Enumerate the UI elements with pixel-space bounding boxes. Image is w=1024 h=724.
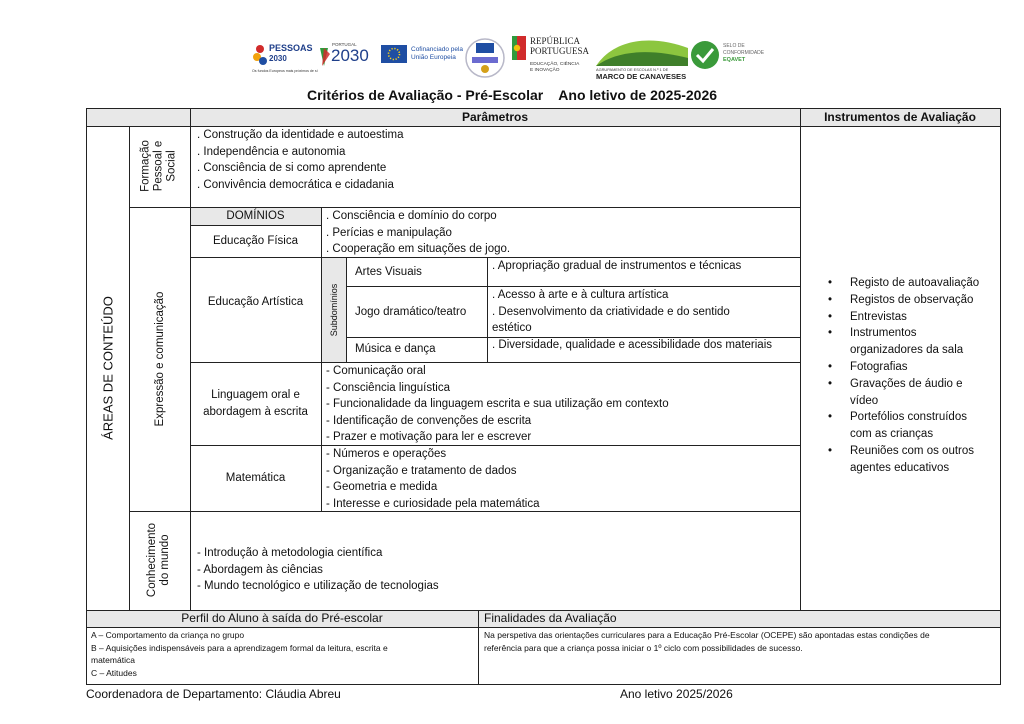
estrategica-seal <box>464 37 506 79</box>
instrumento-item: • Entrevistas <box>826 309 998 326</box>
finalidades-text <box>484 629 930 654</box>
artes-visuais-item: . Apropriação gradual de instrumentos e técnicas <box>492 260 742 272</box>
bullet-icon: • <box>828 377 833 390</box>
conhecimento-label-l2: do mundo <box>159 534 171 586</box>
bullet-icon: • <box>828 310 833 323</box>
formacao-label-l3: Social <box>165 150 178 182</box>
jogo-item: . Desenvolvimento da criatividade e do sentido <box>492 305 730 318</box>
musica-label: Música e dança <box>355 343 436 355</box>
hills-icon <box>596 36 688 66</box>
republica-sub1: EDUCAÇÃO, CIÊNCIA <box>530 62 580 67</box>
ed-fisica-item: . Perícias e manipulação <box>326 226 452 239</box>
pessoas-name: PESSOAS <box>269 43 313 53</box>
ed-fisica-item: . Cooperação em situações de jogo. <box>326 243 511 255</box>
perfil-item: C – Atitudes <box>91 667 137 678</box>
instrumento-item: • Fotografias <box>826 359 998 376</box>
linguagem-item: - Prazer e motivação para ler e escrever <box>326 431 532 443</box>
linguagem-label <box>190 387 321 420</box>
matematica-item: - Organização e tratamento de dados <box>326 464 517 477</box>
bullet-icon: • <box>828 411 833 424</box>
formacao-item: . Independência e autonomia <box>197 145 346 158</box>
linguagem-item: - Funcionalidade da linguagem escrita e sua utilização em contexto <box>326 398 669 410</box>
agrupamento-line1: AGRUPAMENTO DE ESCOLAS N.º 1 DE <box>596 67 669 72</box>
conhecimento-items <box>197 545 439 595</box>
pessoas-tagline: Os fundos Europeus mais próximos de si <box>252 69 318 73</box>
eu-line2: União Europeia <box>411 54 456 61</box>
bullet-icon: • <box>828 444 833 457</box>
portugal-flag-icon <box>318 46 330 68</box>
republica-portuguesa-logo <box>512 36 594 82</box>
ed-fisica-label: Educação Física <box>212 235 298 247</box>
pessoas-year: 2030 <box>269 54 287 63</box>
formacao-label <box>140 140 179 192</box>
agrupamento-logo <box>596 36 688 84</box>
instrumentos-list <box>826 275 998 477</box>
title-right: Ano letivo de 2025-2026 <box>558 87 718 103</box>
eu-line1: Cofinanciado pela <box>411 46 464 53</box>
instrumento-item: • Portefólios construídos com as crianças <box>828 411 967 441</box>
bullet-icon: • <box>828 277 833 289</box>
ed-artistica-label: Educação Artística <box>207 296 304 308</box>
linguagem-label-l2: abordagem à escrita <box>203 405 308 418</box>
instrumento-item: • Instrumentos organizadores da sala <box>828 327 964 357</box>
jogo-item: . Acesso à arte e à cultura artística <box>492 289 669 301</box>
finalidades-line: referência para que a criança possa iniciar o 1º ciclo com possibilidades de sucesso. <box>484 642 803 653</box>
seal-icon <box>464 37 506 79</box>
bullet-icon: • <box>828 327 833 340</box>
perfil-item: A – Comportamento da criança no grupo <box>91 630 245 640</box>
instrumento-item: • Registos de observação <box>826 292 998 309</box>
conhecimento-label-l1: Conhecimento <box>146 522 158 598</box>
conhecimento-label <box>146 523 172 597</box>
coordinator-line: Coordenadora de Departamento: Cláudia Abreu <box>86 687 341 701</box>
formacao-label-l2: Pessoal e <box>152 140 165 192</box>
musica-item: . Diversidade, qualidade e acessibilidade dos materiais <box>492 339 772 351</box>
agrupamento-line2: MARCO DE CANAVESES <box>596 72 687 81</box>
bullet-icon: • <box>828 360 833 373</box>
instrumento-item: • Gravações de áudio e vídeo <box>828 377 963 407</box>
finalidades-header: Finalidades da Avaliação <box>484 611 617 625</box>
formacao-item: . Convivência democrática e cidadania <box>197 178 394 191</box>
republica-flag-icon <box>512 36 526 60</box>
areas-label: ÁREAS DE CONTEÚDO <box>100 296 116 440</box>
formacao-item: . Consciência de si como aprendente <box>197 162 387 174</box>
linguagem-items <box>326 363 669 446</box>
instrumento-item: • Reuniões com os outros agentes educativos <box>828 444 975 474</box>
formacao-item: . Construção da identidade e autoestima <box>197 129 404 141</box>
republica-line2: PORTUGUESA <box>530 46 589 56</box>
linguagem-label-l1: Linguagem oral e <box>211 389 300 401</box>
perfil-header: Perfil do Aluno à saída do Pré-escolar <box>181 611 383 625</box>
jogo-items <box>492 287 730 337</box>
conhecimento-item: - Introdução à metodologia científica <box>197 547 383 559</box>
ed-fisica-items <box>326 208 510 258</box>
eu-flag-icon <box>381 45 407 63</box>
parametros-header: Parâmetros <box>461 110 529 124</box>
eu-cofinanciado-logo <box>381 44 465 66</box>
eqavet-line2: CONFORMIDADE <box>723 50 765 56</box>
matematica-item: - Interesse e curiosidade pela matemática <box>326 497 540 510</box>
perfil-item: B – Aquisições indispensáveis para a aprendizagem formal da leitura, escrita e <box>91 642 388 653</box>
matematica-item: - Números e operações <box>326 448 447 460</box>
formacao-items <box>197 127 404 193</box>
republica-sub2: E INOVAÇÃO <box>530 68 560 73</box>
dominios-header: DOMÍNIOS <box>226 210 285 222</box>
matematica-items <box>326 446 540 512</box>
portugal-2030-logo <box>318 42 370 70</box>
expressao-label: Expressão e comunicação <box>154 291 166 427</box>
finalidades-line: Na perspetiva das orientações curriculares para a Educação Pré-Escolar (OCEPE) são apontadas estas condições de <box>484 630 930 640</box>
conhecimento-item: - Mundo tecnológico e utilização de tecnologias <box>197 580 439 592</box>
matematica-label: Matemática <box>225 472 286 484</box>
formacao-label-l1: Formação <box>139 140 152 192</box>
footer-year: Ano letivo 2025/2026 <box>620 687 733 701</box>
checkmark-icon <box>690 40 720 70</box>
eqavet-logo <box>690 38 770 78</box>
subdominios-label: Subdomínios <box>329 283 339 337</box>
linguagem-item: - Consciência linguística <box>326 381 451 394</box>
instrumentos-header: Instrumentos de Avaliação <box>824 110 976 124</box>
perfil-items <box>91 629 388 679</box>
page-title <box>0 87 1024 103</box>
artes-visuais-label: Artes Visuais <box>355 266 422 278</box>
perfil-item: matemática <box>91 655 135 665</box>
matematica-item: - Geometria e medida <box>326 481 438 493</box>
bullet-icon: • <box>828 293 833 306</box>
republica-line1: REPÚBLICA <box>530 36 581 46</box>
pessoas-2030-logo <box>252 42 318 82</box>
jogo-label: Jogo dramático/teatro <box>355 306 467 318</box>
eqavet-line1: SELO DE <box>723 43 745 49</box>
jogo-item: estético <box>492 322 532 334</box>
ed-fisica-item: . Consciência e domínio do corpo <box>326 210 497 222</box>
pessoas-icon <box>252 44 268 66</box>
conhecimento-item: - Abordagem às ciências <box>197 563 323 576</box>
portugal-small: PORTUGAL <box>332 42 357 47</box>
portugal-big: 2030 <box>331 46 369 65</box>
eqavet-line3: EQAVET <box>723 57 746 63</box>
linguagem-item: - Comunicação oral <box>326 365 426 377</box>
instrumento-item: • Registo de autoavaliação <box>826 275 998 292</box>
linguagem-item: - Identificação de convenções de escrita <box>326 414 532 427</box>
title-left: Critérios de Avaliação - Pré-Escolar <box>306 87 544 103</box>
